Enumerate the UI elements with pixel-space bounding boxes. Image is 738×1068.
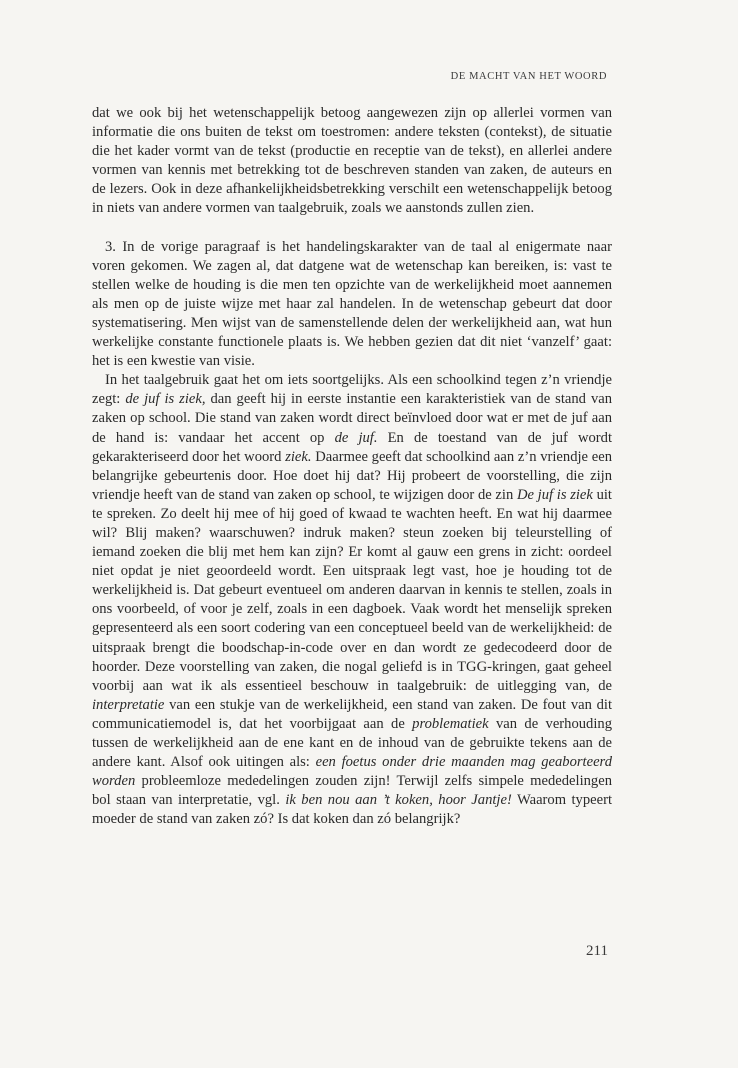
italic-phrase: een foetus onder drie maanden mag geaborteerd worden xyxy=(92,754,612,790)
text-run: Waarom typeert moeder de stand van zaken zó? Is dat koken dan zó belangrijk? xyxy=(92,792,613,828)
text-run: van de verhouding tussen de werkelijkheid aan de ene kant en de inhoud van de gebruikte tekens aan de andere kant. Alsof ook uitingen als: xyxy=(92,715,612,771)
text-run: 3. In de vorige paragraaf is het handelingskarakter van de taal al enigermate naar voren gekomen. We zagen al, dat datgene wat de wetenschap kan bereiken, is: vast te stellen welke de houding is die men ten opzichte van de werkelijkheid moet aannemen als men op de juiste wijze met haar zal handelen. In de wetenschap gebeurt dat door systematisering. Men wijst van de samenstellende delen der werkelijkheid aan, wat hun werkelijke constante functionele plaats is. We hebben gezien dat dit niet ‘vanzelf’ gaat: het is een kwestie van visie. xyxy=(92,238,612,370)
text-run: En de toestand van de juf wordt gekarakteriseerd door het woord xyxy=(92,429,613,465)
text-run: dan geeft hij in eerste instantie een karakteristiek van de stand van zaken op school. Die stand van zaken wordt direct beïnvloed door wat er met de juf aan de hand is: vandaar het accent op xyxy=(92,391,613,446)
text-run: In het taalgebruik gaat het om iets soortgelijks. Als een schoolkind tegen z’n vriendje zegt: xyxy=(92,372,612,408)
text-run: van een stukje van de werkelijkheid, een stand van zaken. De fout van dit communicatiemodel is, dat het voorbijgaat aan de xyxy=(92,696,612,732)
text-run: dat we ook bij het wetenschappelijk betoog aangewezen zijn op allerlei vormen van informatie die ons buiten de tekst om toestromen: andere teksten (contekst), de situatie die het kader vormt van de tekst (productie en receptie van de tekst), en allerlei andere vormen van kennis met betrekking tot de beschreven standen van zaken, de auteurs en de lezers. Ook in deze afhankelijkheidsbetrekking verschilt een wetenschappelijk betoog in niets van andere vormen van taalgebruik, zoals we aanstonds zullen zien. xyxy=(92,105,612,217)
paragraph-spacer xyxy=(92,219,612,238)
running-head: DE MACHT VAN HET WOORD xyxy=(450,71,607,82)
paragraph-1 xyxy=(92,104,612,219)
italic-phrase: de juf. xyxy=(334,429,378,446)
italic-phrase: De juf is ziek xyxy=(516,486,593,503)
text-run: Daarmee geeft dat schoolkind aan z’n vriendje een belangrijke gebeurtenis door. Hoe doet hij dat? Hij probeert de voorstelling, die zijn vriendje heeft van de stand van zaken op school, te wijzigen door de zin xyxy=(92,448,613,503)
paragraph-3 xyxy=(92,371,612,829)
body-text xyxy=(92,104,612,829)
italic-phrase: ik ben nou aan ’t koken, hoor Jantje! xyxy=(285,792,512,809)
italic-phrase: interpretatie xyxy=(92,696,165,713)
paragraph-2 xyxy=(92,238,612,372)
italic-phrase: de juf is ziek, xyxy=(125,391,206,408)
page-number: 211 xyxy=(586,943,608,959)
italic-phrase: problematiek xyxy=(412,715,489,732)
text-run: probleemloze mededelingen zouden zijn! Terwijl zelfs simpele mededelingen bol staan van interpretatie, vgl. xyxy=(92,773,612,809)
text-run: uit te spreken. Zo deelt hij mee of hij goed of kwaad te wachten heeft. En wat hij daarmee wil? Blij maken? waarschuwen? indruk maken? steun zoeken bij teleurstelling of iemand zoeken die blij met hem kan zijn? Er komt al gauw een grens in zicht: oordeel niet opdat je niet geoordeeld wordt. Een uitspraak legt vast, hoe je houding tot de werkelijkheid is. Dat gebeurt eventueel om anderen daarvan in kennis te stellen, zoals in ons voorbeeld, of voor je zelf, zoals in een dagboek. Vaak wordt het menselijk spreken gepresenteerd als een soort codering van een conceptueel beeld van de werkelijkheid: de uitspraak brengt die boodschap-in-code over en dan wordt ze gedecodeerd door de hoorder. Deze voorstelling van zaken, die nogal geliefd is in TGG-kringen, gaat geheel voorbij aan wat ik als essentieel beschouw in taalgebruik: de uitlegging van, de xyxy=(92,486,612,694)
italic-phrase: ziek. xyxy=(285,448,312,465)
